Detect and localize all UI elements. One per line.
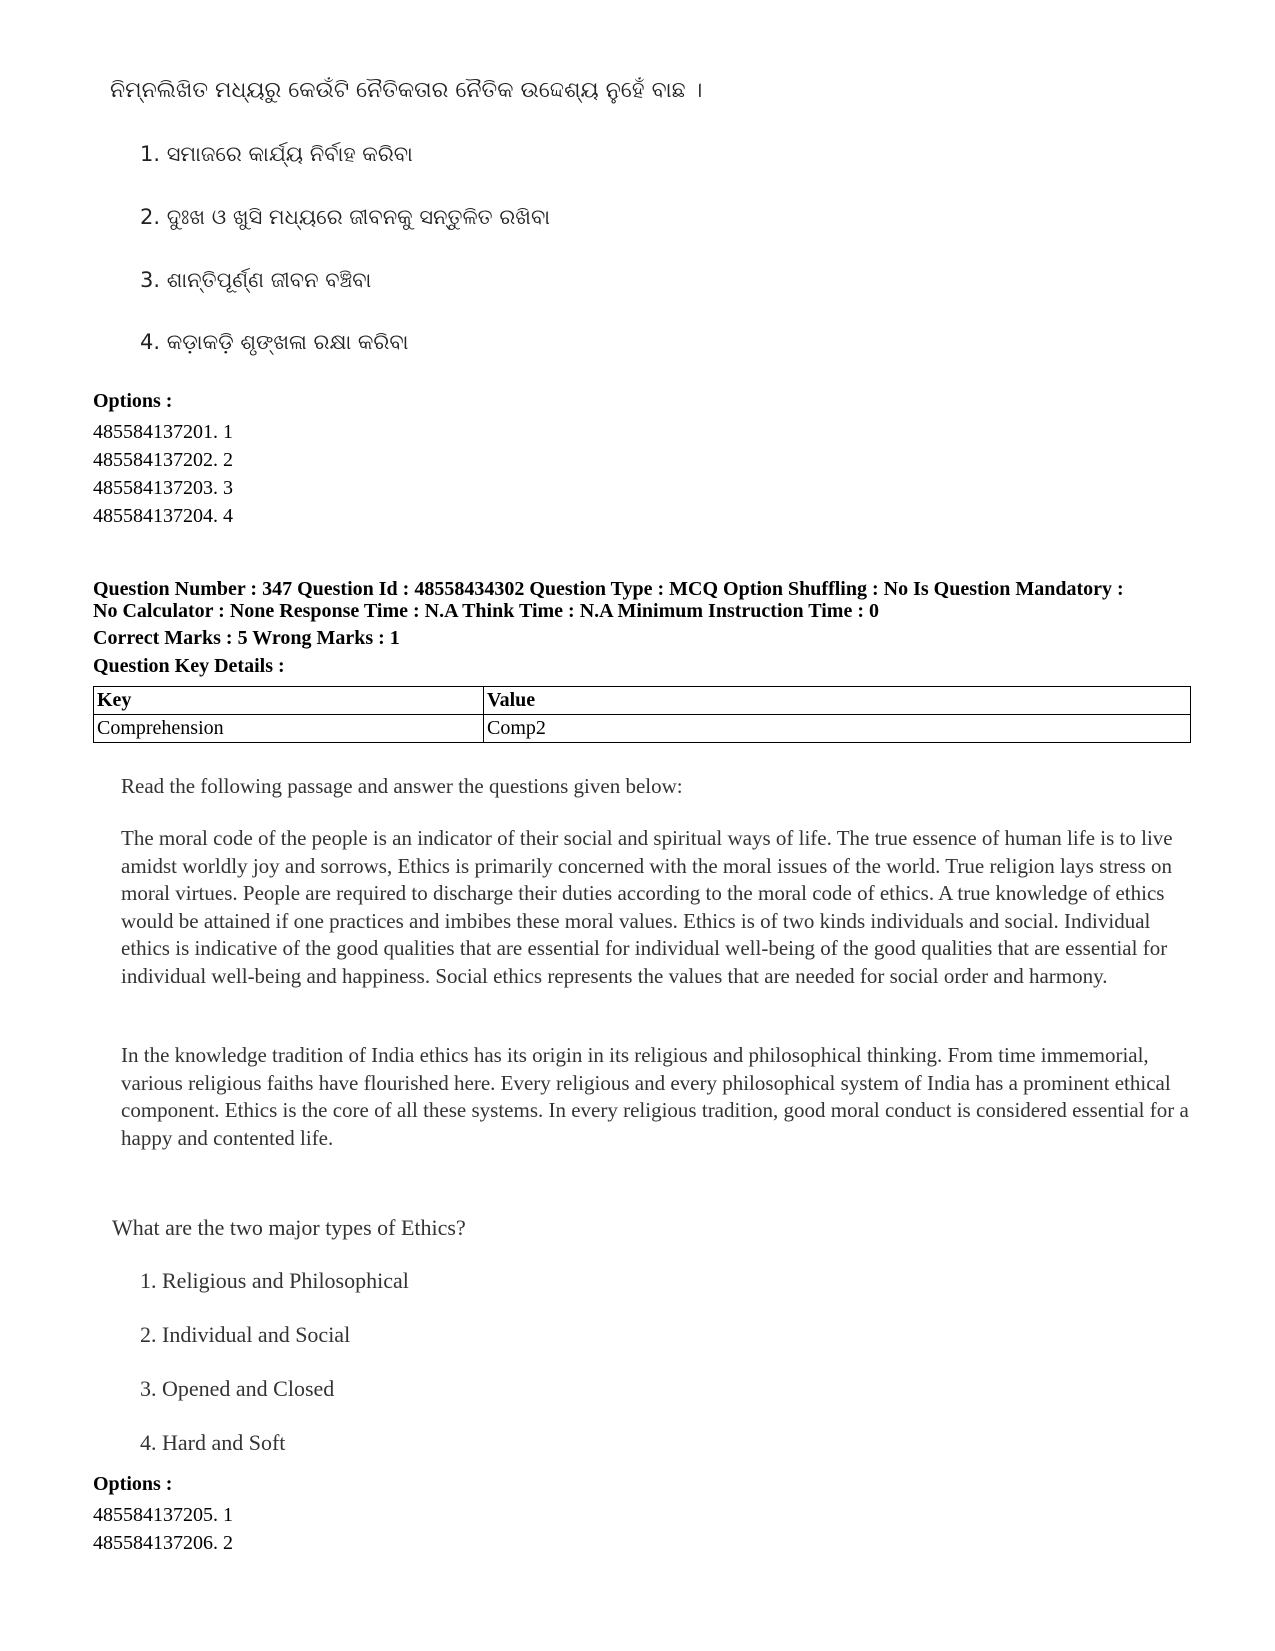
passage-intro: Read the following passage and answer the questions given below: [121, 774, 683, 798]
key-table [93, 686, 1191, 743]
option-id-4: 485584137204. 4 [93, 505, 233, 527]
english-choice-1: 1. Religious and Philosophical [140, 1268, 409, 1293]
odia-question-stem: ନିମ୍ନଲିଖିତ ମଧ୍ୟରୁ କେଉଁଟି ନୈତିକତାର ନୈତିକ ଉଦ୍ଦେଶ୍ୟ ନୁହେଁ ବାଛ । [110, 78, 703, 103]
options-label: Options : [93, 390, 173, 412]
key-table-header [94, 687, 1191, 715]
question-metadata-line2: No Calculator : None Response Time : N.A Think Time : N.A Minimum Instruction Time : 0 [93, 600, 879, 622]
english-question-stem: What are the two major types of Ethics? [112, 1215, 466, 1240]
question-metadata [93, 578, 1193, 622]
options-label-2: Options : [93, 1473, 173, 1495]
marks-line: Correct Marks : 5 Wrong Marks : 1 [93, 627, 400, 649]
question-metadata-line1: Question Number : 347 Question Id : 48558434302 Question Type : MCQ Option Shuffling : No Is Question Mandatory : [93, 578, 1124, 600]
odia-choice-4: 4. କଡ଼ାକଡ଼ି ଶୃଙ୍ଖଳା ରକ୍ଷା କରିବା [140, 330, 409, 354]
option-id-1: 485584137201. 1 [93, 421, 233, 443]
key-details-label: Question Key Details : [93, 655, 285, 677]
english-choice-3: 3. Opened and Closed [140, 1376, 335, 1401]
passage-paragraph-2: In the knowledge tradition of India ethics has its origin in its religious and philosophical thinking. From time immemorial, various religious faiths have flourished here. Every religious and every philosophical system of India has a prominent ethical component. Ethics is the core of all these systems. In every religious tradition, good moral conduct is considered essential for a happy and contented life. [121, 1043, 1189, 1150]
odia-choice-1: 1. ସମାଜରେ କାର୍ଯ୍ୟ ନିର୍ବାହ କରିବା [140, 142, 413, 166]
odia-choice-3: 3. ଶାନ୍ତିପୂର୍ଣ୍ଣ ଜୀବନ ବଞ୍ଚିବା [140, 268, 372, 292]
key-cell: Comprehension [94, 715, 484, 743]
option-id-6: 485584137206. 2 [93, 1532, 233, 1554]
option-id-5: 485584137205. 1 [93, 1504, 233, 1526]
english-choice-2: 2. Individual and Social [140, 1322, 351, 1347]
passage-paragraph-1: The moral code of the people is an indicator of their social and spiritual ways of life. The true essence of human life is to live amidst worldly joy and sorrows, Ethics is primarily concerned with the moral issues of the world. True religion lays stress on moral virtues. People are required to discharge their duties according to the moral code of ethics. A true knowledge of ethics would be attained if one practices and imbibes these moral values. Ethics is of two kinds individuals and social. Individual ethics is indicative of the good qualities that are essential for individual well-being of the good qualities that are essential for individual well-being and happiness. Social ethics represents the values that are needed for social order and harmony. [121, 826, 1173, 988]
option-id-3: 485584137203. 3 [93, 477, 233, 499]
option-id-2: 485584137202. 2 [93, 449, 233, 471]
value-cell: Comp2 [484, 715, 1191, 743]
english-choice-4: 4. Hard and Soft [140, 1430, 286, 1455]
value-header: Value [484, 687, 1191, 715]
odia-choice-2: 2. ଦୁଃଖ ଓ ଖୁସି ମଧ୍ୟରେ ଜୀବନକୁ ସନ୍ତୁଳିତ ରଖିବା [140, 205, 551, 229]
table-row [94, 715, 1191, 743]
key-header: Key [94, 687, 484, 715]
